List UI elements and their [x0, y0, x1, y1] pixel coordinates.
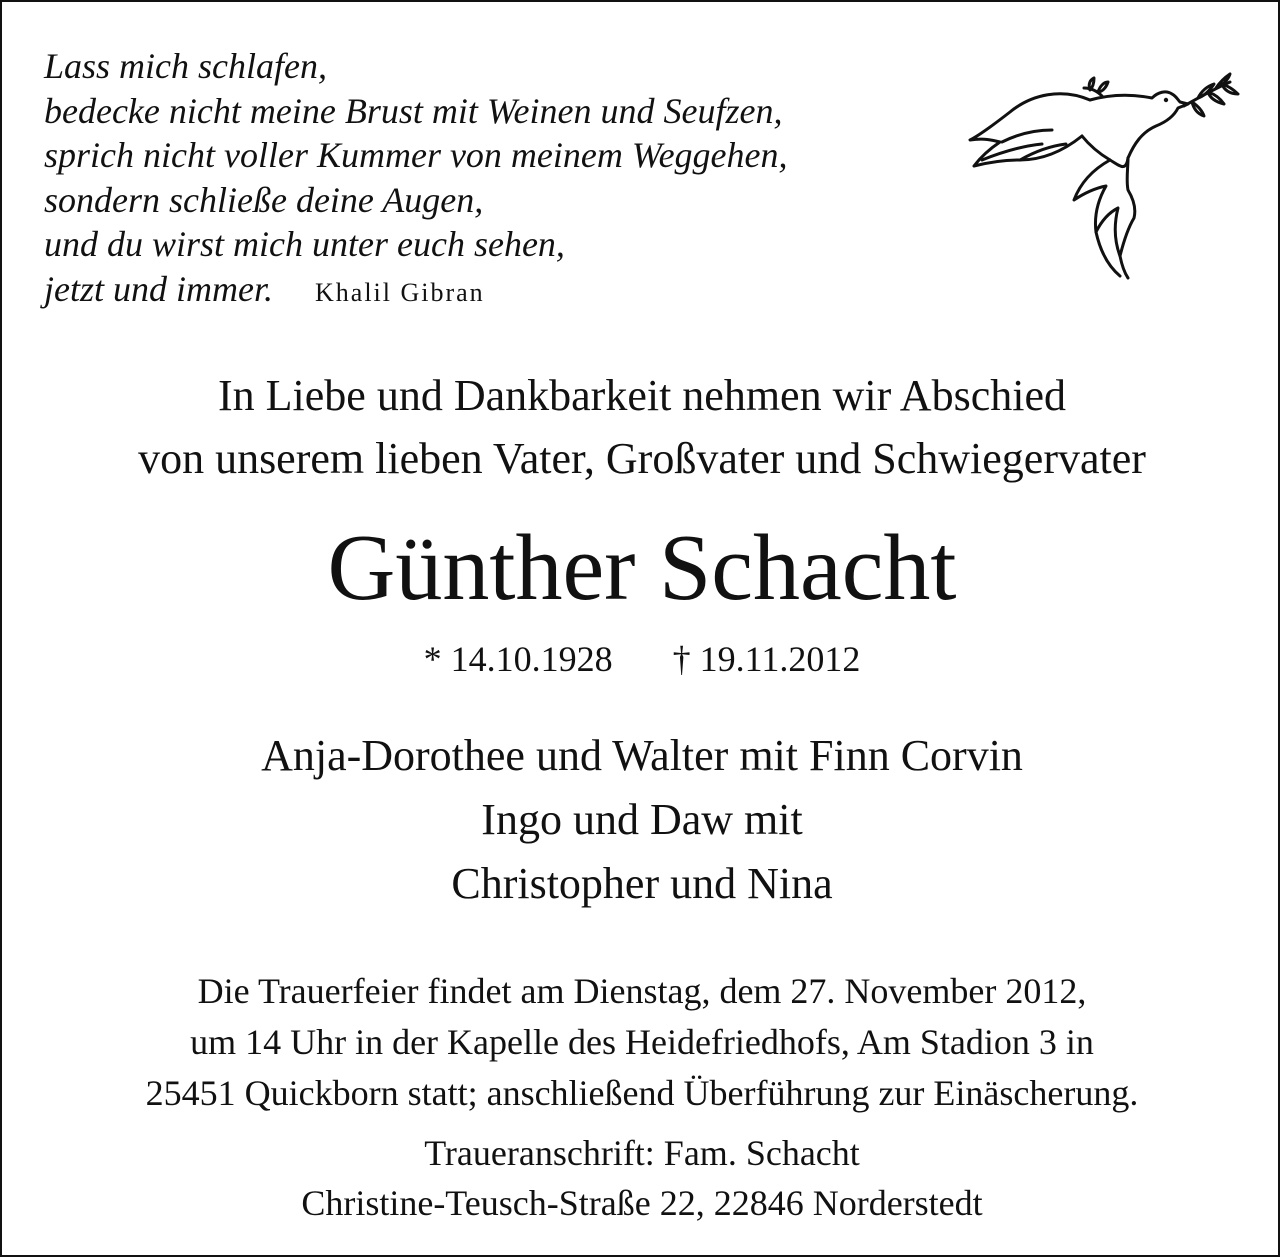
poem-line: sprich nicht voller Kummer von meinem Weggehen,: [44, 135, 788, 175]
poem-line: sondern schließe deine Augen,: [44, 179, 484, 220]
family-line: Ingo und Daw mit: [481, 795, 803, 844]
family-line: Anja-Dorothee und Walter mit Finn Corvin: [261, 731, 1023, 780]
birth-date: * 14.10.1928: [423, 639, 613, 679]
address-line: Traueranschrift: Fam. Schacht: [424, 1133, 860, 1173]
address-line: Christine-Teusch-Straße 22, 22846 Norderstedt: [301, 1183, 983, 1223]
service-line: um 14 Uhr in der Kapelle des Heidefriedhofs, Am Stadion 3 in: [190, 1022, 1094, 1062]
funeral-service-info: [2, 966, 1280, 1119]
intro-line: von unserem lieben Vater, Großvater und Schwiegervater: [138, 434, 1146, 483]
poem-author: Khalil Gibran: [315, 277, 485, 307]
poem-line: und du wirst mich unter euch sehen,: [44, 224, 565, 264]
family-line: Christopher und Nina: [451, 859, 833, 908]
poem-line: bedecke nicht meine Brust mit Weinen und Seufzen,: [44, 90, 783, 131]
dove-with-olive-branch-icon: [962, 60, 1242, 285]
poem-line: Lass mich schlafen,: [44, 46, 327, 86]
intro-line: In Liebe und Dankbarkeit nehmen wir Abschied: [218, 371, 1066, 420]
mourning-address: [2, 1128, 1280, 1228]
death-date: † 19.11.2012: [672, 639, 861, 679]
poem: [44, 44, 944, 315]
intro-text: [2, 364, 1280, 490]
poem-last-line: [44, 267, 944, 316]
service-line: Die Trauerfeier findet am Dienstag, dem 27. November 2012,: [197, 971, 1087, 1011]
life-dates: [2, 634, 1280, 684]
service-line: 25451 Quickborn statt; anschließend Überführung zur Einäscherung.: [145, 1073, 1139, 1113]
poem-line: jetzt und immer.: [44, 268, 273, 309]
deceased-name: Günther Schacht: [327, 516, 957, 620]
family-names: [2, 724, 1280, 916]
